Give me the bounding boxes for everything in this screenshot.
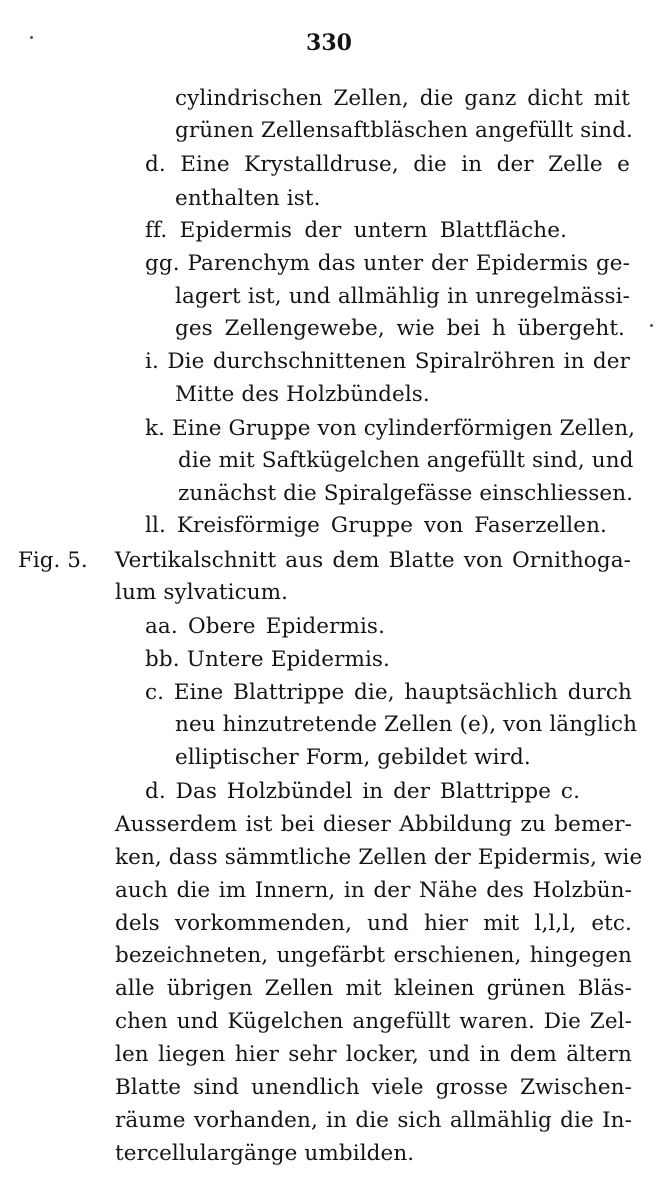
- text-line: ges Zellengewebe, wie bei h übergeht.: [175, 316, 625, 341]
- text-line: enthalten ist.: [175, 186, 321, 211]
- text-line: räume vorhanden, in die sich allmählig die In-: [115, 1108, 632, 1133]
- text-line: ll. Kreisförmige Gruppe von Faserzellen.: [145, 513, 607, 538]
- text-line: Blatte sind unendlich viele grosse Zwischen-: [115, 1075, 632, 1100]
- text-line: elliptischer Form, gebildet wird.: [175, 745, 531, 770]
- text-line: grünen Zellensaftbläschen angefüllt sind.: [175, 118, 633, 143]
- text-line: chen und Kügelchen angefüllt waren. Die Zel-: [115, 1009, 632, 1034]
- text-line: d. Eine Krystalldruse, die in der Zelle e: [145, 152, 630, 177]
- text-line: bb. Untere Epidermis.: [145, 647, 390, 672]
- text-line: neu hinzutretende Zellen (e), von länglich: [175, 712, 638, 737]
- text-line: lagert ist, und allmählig in unregelmässi-: [175, 284, 630, 309]
- text-line: ff. Epidermis der untern Blattfläche.: [145, 218, 567, 243]
- text-line: ken, dass sämmtliche Zellen der Epidermis, wie: [115, 845, 643, 870]
- text-line: k. Eine Gruppe von cylinderförmigen Zellen,: [145, 416, 636, 441]
- text-line: Vertikalschnitt aus dem Blatte von Ornithoga-: [115, 548, 631, 573]
- text-line: Ausserdem ist bei dieser Abbildung zu bemer-: [115, 812, 632, 837]
- text-line: gg. Parenchym das unter der Epidermis ge-: [145, 251, 630, 276]
- text-line: lum sylvaticum.: [115, 580, 289, 605]
- text-line: Mitte des Holzbündels.: [175, 382, 430, 407]
- text-line: dels vorkommenden, und hier mit l,l,l, etc.: [115, 911, 632, 936]
- text-line: d. Das Holzbündel in der Blattrippe c.: [145, 779, 580, 804]
- text-line: zunächst die Spiralgefässe einschliessen.: [178, 481, 634, 506]
- text-line: bezeichneten, ungefärbt erschienen, hingegen: [115, 943, 632, 968]
- text-line: cylindrischen Zellen, die ganz dicht mit: [175, 86, 630, 111]
- text-line: alle übrigen Zellen mit kleinen grünen Bläs-: [115, 976, 632, 1001]
- text-line: len liegen hier sehr locker, und in dem ältern: [115, 1042, 632, 1067]
- page-number: 330: [306, 30, 352, 56]
- text-line: tercellulargänge umbilden.: [115, 1141, 415, 1166]
- text-line: auch die im Innern, in der Nähe des Holzbün-: [115, 878, 632, 903]
- text-line: die mit Saftkügelchen angefüllt sind, und: [178, 448, 634, 473]
- text-line: i. Die durchschnittenen Spiralröhren in der: [145, 349, 630, 374]
- figure-label: Fig. 5.: [18, 548, 88, 573]
- text-line: c. Eine Blattrippe die, hauptsächlich durch: [145, 680, 632, 705]
- text-line: aa. Obere Epidermis.: [145, 614, 385, 639]
- ink-speck: [30, 36, 33, 39]
- ink-speck: [650, 324, 653, 327]
